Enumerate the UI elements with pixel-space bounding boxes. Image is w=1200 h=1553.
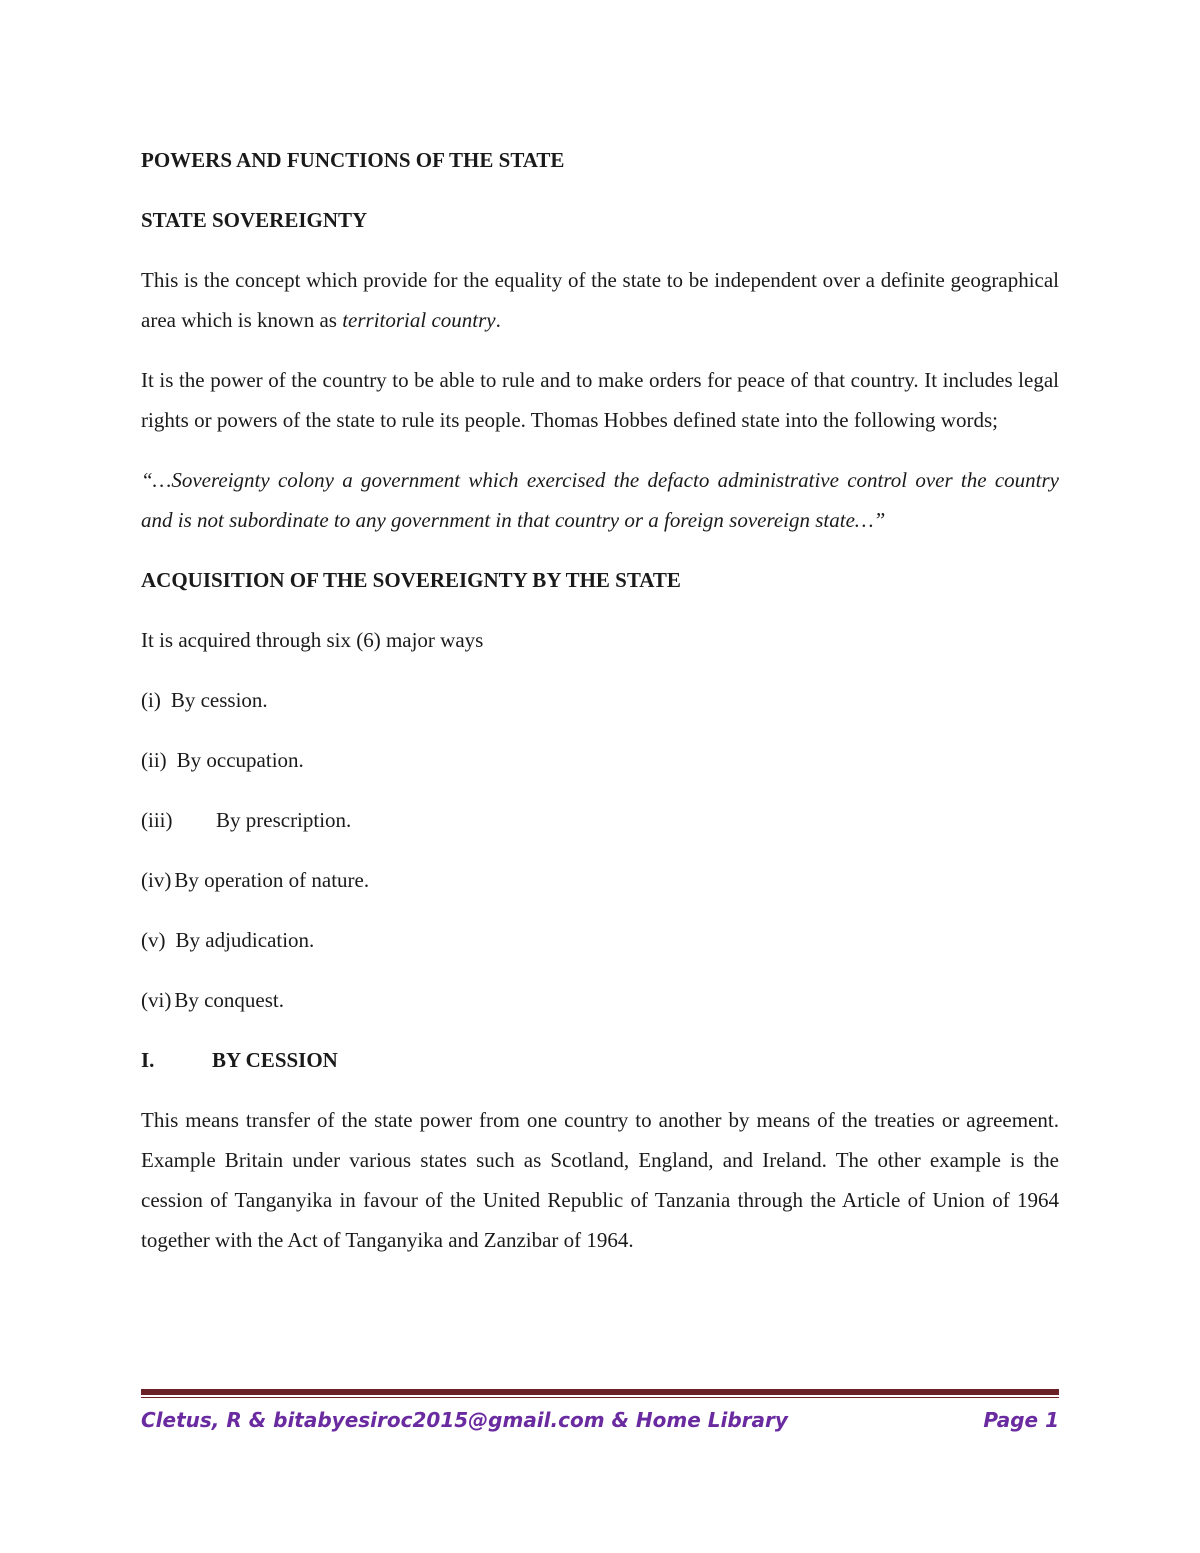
list-text: By adjudication.: [175, 928, 315, 952]
paragraph-cession: This means transfer of the state power from one country to another by means of the treaties or agreement. Example Britain under various states such as Scotland, England, and Ireland. The other example is the cession of Tanganyika in favour of the United Republic of Tanzania through the Article of Union of 1964 together with the Act of Tanganyika and Zanzibar of 1964.: [141, 1108, 1059, 1252]
section-heading-acquisition: ACQUISITION OF THE SOVEREIGNTY BY THE STATE: [141, 568, 681, 592]
paragraph-acquisition-intro: It is acquired through six (6) major ways: [141, 628, 484, 652]
list-item: [141, 740, 1059, 780]
section-number: I.: [141, 1048, 155, 1072]
list-number: (i): [141, 688, 161, 712]
list-item: [141, 800, 1059, 840]
list-number: (iii): [141, 808, 173, 832]
list-number: (iv): [141, 868, 172, 892]
list-text: By operation of nature.: [174, 868, 370, 892]
document-title: POWERS AND FUNCTIONS OF THE STATE: [141, 148, 565, 172]
list-text: By cession.: [170, 688, 268, 712]
paragraph-text: This is the concept which provide for the equality of the state to be independent over a definite geographical area which is known as: [141, 268, 1059, 332]
list-item: [141, 860, 1059, 900]
list-item: [141, 920, 1059, 960]
page-footer: [141, 1404, 1059, 1436]
paragraph-sovereignty-concept: [141, 260, 1059, 340]
list-number: (ii): [141, 748, 167, 772]
footer-author: Cletus, R & bitabyesiroc2015@gmail.com & Home Library: [141, 1408, 788, 1432]
list-item: [141, 680, 1059, 720]
italic-term: territorial country: [342, 308, 496, 332]
paragraph-sovereignty-power: It is the power of the country to be able to rule and to make orders for peace of that country. It includes legal rights or powers of the state to rule its people. Thomas Hobbes defined state into the following words;: [141, 368, 1059, 432]
section-heading-state-sovereignty: STATE SOVEREIGNTY: [141, 208, 368, 232]
footer-page-number: Page 1: [983, 1408, 1059, 1432]
list-text: By occupation.: [176, 748, 304, 772]
list-number: (v): [141, 928, 166, 952]
list-text: By prescription.: [216, 808, 352, 832]
document-body: [141, 140, 1059, 1280]
list-text: By conquest.: [174, 988, 284, 1012]
hobbes-quote: “…Sovereignty colony a government which exercised the defacto administrative control over the country and is not subordinate to any government in that country or a foreign sovereign state…”: [141, 468, 1059, 532]
section-title: BY CESSION: [212, 1048, 338, 1072]
list-number: (vi): [141, 988, 172, 1012]
list-item: [141, 980, 1059, 1020]
section-heading-by-cession: [141, 1040, 1059, 1080]
paragraph-text: .: [495, 308, 501, 332]
footer-rule-thin: [141, 1397, 1059, 1398]
footer-rule: [141, 1389, 1059, 1395]
